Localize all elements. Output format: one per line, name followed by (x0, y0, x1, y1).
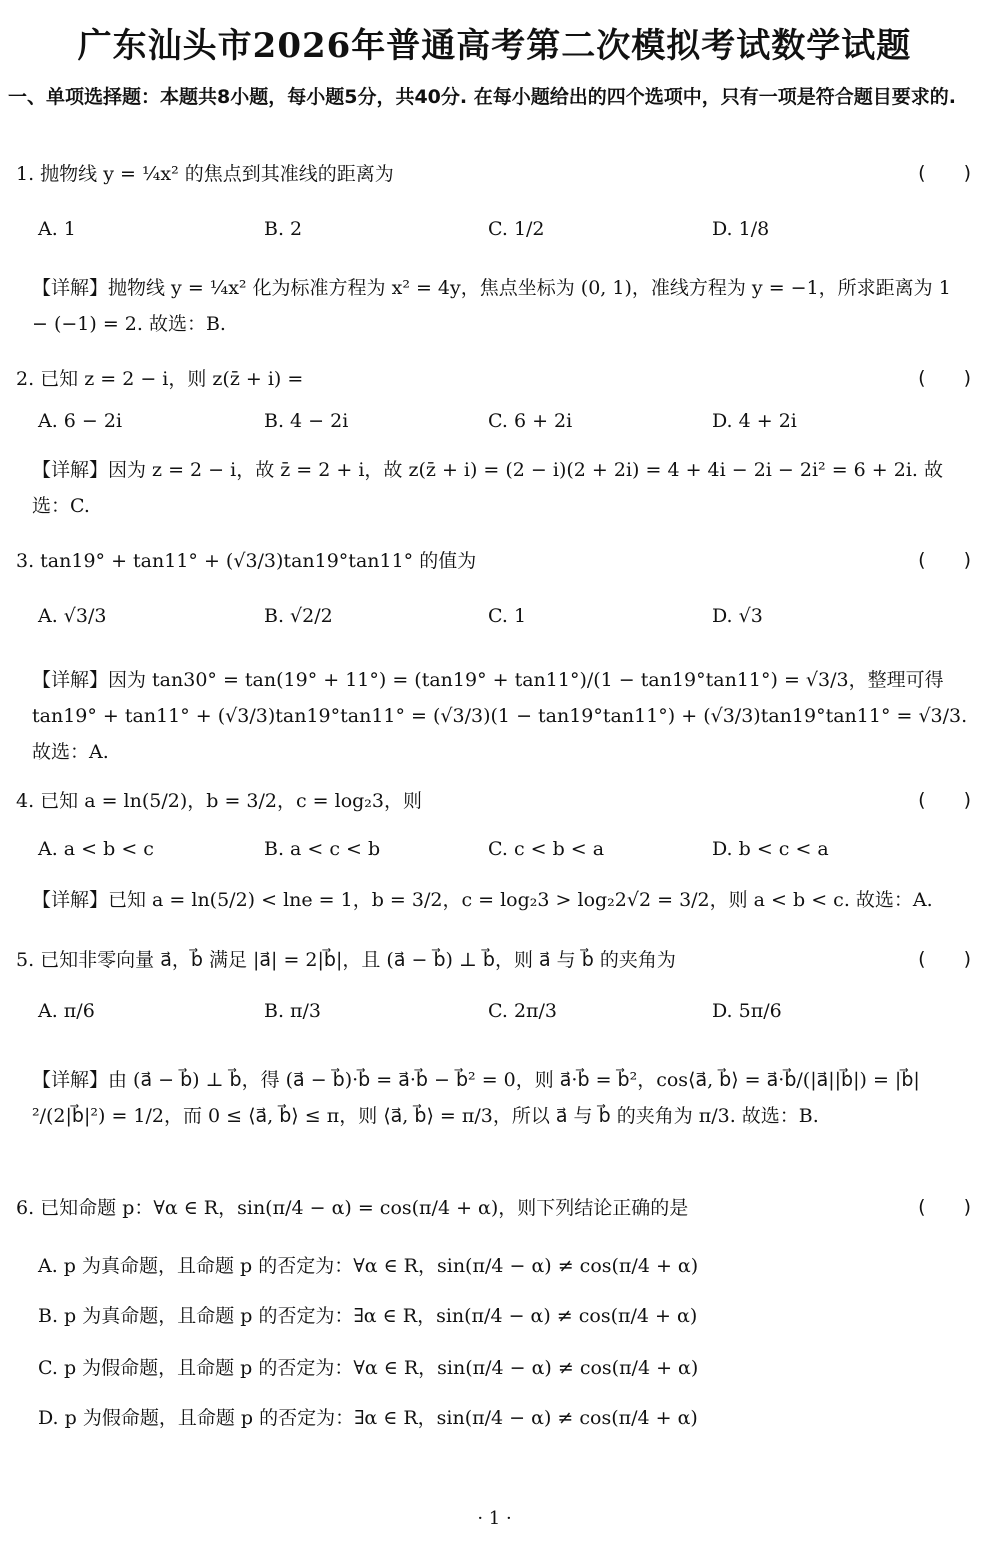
option-c: C. c < b < a (488, 838, 605, 860)
answer-paren-6: ( ) (918, 1196, 971, 1218)
option-b: B. p 为真命题，且命题 p 的否定为：∃α ∈ R，sin(π/4 − α) ≠ cos(π/4 + α) (38, 1305, 698, 1327)
page-number: · 1 · (477, 1508, 512, 1529)
option-b: B. 2 (264, 218, 303, 240)
question-1-detail: 【详解】抛物线 y = ¼x² 化为标准方程为 x² = 4y，焦点坐标为 (0, 1)，准线方程为 y = −1，所求距离为 1 − (−1) = 2. 故选：B. (32, 277, 951, 335)
option-c: C. 1/2 (488, 218, 545, 240)
option-b: B. π/3 (264, 1000, 322, 1022)
answer-paren-4: ( ) (918, 789, 971, 811)
section-heading: 一、单项选择题：本题共8小题，每小题5分，共40分. 在每小题给出的四个选项中，只有一项是符合题目要求的. (8, 86, 956, 108)
question-3-options (38, 605, 948, 649)
option-d: D. 4 + 2i (712, 410, 797, 432)
option-d: D. 1/8 (712, 218, 770, 240)
page-title: 广东汕头市2026年普通高考第二次模拟考试数学试题 (77, 26, 912, 66)
question-3-stem: 3. tan19° + tan11° + (√3/3)tan19°tan11° 的值为 (16, 550, 477, 572)
option-b: B. 4 − 2i (264, 410, 349, 432)
question-3-detail: 【详解】因为 tan30° = tan(19° + 11°) = (tan19° + tan11°)/(1 − tan19°tan11°) = √3/3，整理可得 tan19° + tan11° + (√3/3)tan19°tan11° = (√3/3)(1 − tan19°tan11°) + (√3/3)tan19°tan11° = √3/3. 故选：A. (32, 669, 968, 763)
option-c: C. p 为假命题，且命题 p 的否定为：∀α ∈ R，sin(π/4 − α) ≠ cos(π/4 + α) (38, 1357, 699, 1379)
option-c: C. 6 + 2i (488, 410, 573, 432)
question-5-stem: 5. 已知非零向量 a⃗，b⃗ 满足 |a⃗| = 2|b⃗|，且 (a⃗ − b⃗) ⊥ b⃗，则 a⃗ 与 b⃗ 的夹角为 (16, 949, 676, 971)
question-2-detail: 【详解】因为 z = 2 − i，故 z̄ = 2 + i，故 z(z̄ + i) = (2 − i)(2 + 2i) = 4 + 4i − 2i − 2i² = 6 + 2i. 故选：C. (32, 459, 943, 517)
question-1-stem: 1. 抛物线 y = ¼x² 的焦点到其准线的距离为 (16, 163, 394, 185)
answer-paren-1: ( ) (918, 162, 971, 184)
question-5-options (38, 1000, 948, 1044)
option-a: A. π/6 (38, 1000, 95, 1022)
option-d: D. p 为假命题，且命题 p 的否定为：∃α ∈ R，sin(π/4 − α) ≠ cos(π/4 + α) (38, 1407, 698, 1429)
question-5-detail: 【详解】由 (a⃗ − b⃗) ⊥ b⃗，得 (a⃗ − b⃗)·b⃗ = a⃗·b⃗ − b⃗² = 0，则 a⃗·b⃗ = b⃗²，cos⟨a⃗, b⃗⟩ = a⃗·b⃗/(|a⃗||b⃗|) = |b⃗|²/(2|b⃗|²) = 1/2，而 0 ≤ ⟨a⃗, b⃗⟩ ≤ π，则 ⟨a⃗, b⃗⟩ = π/3，所以 a⃗ 与 b⃗ 的夹角为 π/3. 故选：B. (32, 1069, 920, 1127)
option-c: C. 1 (488, 605, 527, 627)
answer-paren-5: ( ) (918, 948, 971, 970)
option-a: A. a < b < c (38, 838, 154, 860)
question-4-detail: 【详解】已知 a = ln(5/2) < lne = 1，b = 3/2，c = log₂3 > log₂2√2 = 3/2，则 a < b < c. 故选：A. (32, 889, 933, 911)
question-4-stem: 4. 已知 a = ln(5/2)，b = 3/2，c = log₂3，则 (16, 790, 423, 812)
option-a: A. 6 − 2i (38, 410, 123, 432)
answer-paren-2: ( ) (918, 367, 971, 389)
option-a: A. 1 (38, 218, 76, 240)
option-d: D. b < c < a (712, 838, 829, 860)
question-4-options (38, 838, 948, 882)
option-d: D. √3 (712, 605, 763, 627)
question-6-stem: 6. 已知命题 p：∀α ∈ R，sin(π/4 − α) = cos(π/4 + α)，则下列结论正确的是 (16, 1197, 689, 1219)
option-b: B. √2/2 (264, 605, 333, 627)
option-b: B. a < c < b (264, 838, 381, 860)
question-2-stem: 2. 已知 z = 2 − i，则 z(z̄ + i) = (16, 368, 304, 390)
question-1-options (38, 218, 948, 262)
option-c: C. 2π/3 (488, 1000, 558, 1022)
option-a: A. p 为真命题，且命题 p 的否定为：∀α ∈ R，sin(π/4 − α) ≠ cos(π/4 + α) (38, 1255, 699, 1277)
answer-paren-3: ( ) (918, 549, 971, 571)
option-a: A. √3/3 (38, 605, 107, 627)
question-2-options (38, 410, 948, 454)
option-d: D. 5π/6 (712, 1000, 782, 1022)
